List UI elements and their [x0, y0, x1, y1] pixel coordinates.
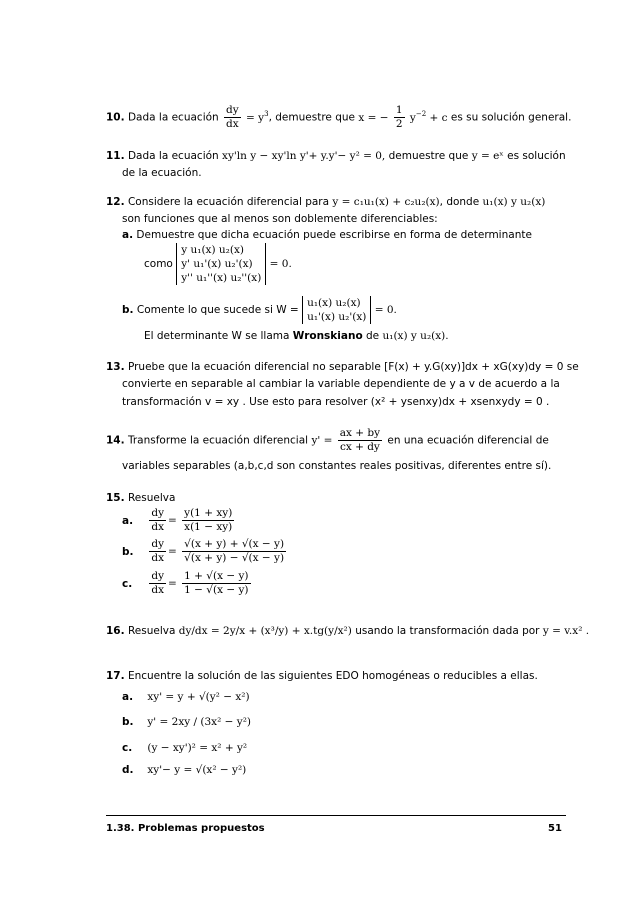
subitem-label: c.	[122, 577, 133, 590]
denominator: cx + dy	[339, 441, 380, 453]
problem-10	[106, 104, 571, 131]
subitem-15a	[122, 507, 236, 534]
problem-text: variables separables (a,b,c,d son constantes reales positivas, diferentes entre sí).	[122, 460, 552, 472]
equation: y' = 2xy / (3x² − y²)	[147, 716, 252, 728]
problem-text: Resuelva	[127, 492, 176, 504]
equation: =	[168, 514, 177, 527]
problem-text: Demuestre que dicha ecuación puede escribirse en forma de determinante	[136, 229, 532, 241]
subitem-17c	[122, 742, 247, 754]
subitem-label: a.	[122, 691, 134, 703]
problem-12	[106, 196, 545, 208]
problem-text: Resuelva	[127, 625, 176, 637]
equation: u₁(x)	[482, 196, 508, 208]
problem-text: Dada la ecuación	[127, 150, 219, 162]
problem-text: transformación v = xy . Use esto para resolver (x² + ysenxy)dx + xsenxydy = 0 .	[122, 396, 550, 408]
determinant-row: y'' u₁''(x) u₂''(x)	[181, 272, 262, 284]
subitem-b	[122, 296, 397, 324]
subitem-label: b.	[122, 304, 134, 316]
determinant-equation	[144, 243, 292, 285]
equation: y' =	[311, 434, 333, 447]
problem-text: , demuestre que	[268, 111, 355, 124]
problem-text: y	[510, 196, 517, 208]
problem-text: Encuentre la solución de las siguientes EDO homogéneas o reducibles a ellas.	[127, 670, 538, 682]
problem-text: El determinante W se llama	[144, 330, 290, 342]
determinant-row: u₁(x) u₂(x)	[307, 297, 361, 309]
subitem-label: b.	[122, 716, 134, 728]
problem-text: de	[366, 330, 380, 342]
problem-text: en una ecuación diferencial de	[387, 434, 549, 447]
problem-number: 12.	[106, 196, 125, 208]
equation: y = c₁u₁(x) + c₂u₂(x)	[332, 196, 440, 208]
wronskian-determinant	[302, 296, 371, 324]
problem-text: Transforme la ecuación diferencial	[127, 434, 309, 447]
problem-13	[106, 361, 579, 373]
subitem-label: c.	[122, 742, 133, 754]
equation: =	[168, 577, 177, 590]
equation: y = v.x² .	[542, 625, 590, 637]
subitem-17d	[122, 764, 246, 776]
equation: (y − xy')² = x² + y²	[147, 742, 248, 754]
fraction	[182, 538, 286, 565]
subitem-label: b.	[122, 545, 134, 558]
equation: = 0.	[374, 304, 397, 316]
subitem-a	[122, 229, 532, 241]
determinant-row: y u₁(x) u₂(x)	[181, 244, 244, 256]
problem-text: demuestre que	[388, 150, 469, 162]
problem-15	[106, 492, 175, 504]
equation: xy'ln y − xy'ln y'+ y.y'− y² = 0,	[222, 150, 386, 162]
problem-16	[106, 625, 589, 637]
problem-text: es solución	[507, 150, 566, 162]
problem-number: 15.	[106, 492, 125, 504]
problem-number: 10.	[106, 111, 125, 124]
derivative: $\frac{dy}{dx}$	[151, 538, 164, 564]
problem-17	[106, 670, 538, 682]
subitem-15c	[122, 570, 253, 597]
problem-number: 14.	[106, 434, 125, 447]
problem-text: , donde	[439, 196, 480, 208]
determinant-row: u₁'(x) u₂'(x)	[307, 311, 367, 323]
equation: =	[168, 545, 177, 558]
problem-text: Comente lo que sucede si W =	[136, 304, 299, 316]
problem-text: son funciones que al menos son doblemente diferenciables:	[122, 213, 438, 225]
equation: = 0.	[269, 258, 292, 270]
problem-text: es su solución general.	[450, 111, 572, 124]
subitem-17a	[122, 691, 250, 703]
fraction	[182, 570, 250, 597]
problem-text: Considere la ecuación diferencial para	[127, 196, 330, 208]
problem-number: 11.	[106, 150, 125, 162]
subitem-label: d.	[122, 764, 134, 776]
problem-number: 16.	[106, 625, 125, 637]
subitem-label: a.	[122, 229, 134, 241]
equation: u₁(x) y u₂(x).	[382, 330, 449, 342]
problem-text: de la ecuación.	[122, 167, 202, 179]
equation: xy'− y = √(x² − y²)	[147, 764, 247, 776]
derivative: $\frac{dy}{dx}$	[151, 507, 164, 533]
solution-equation: y = eˣ	[471, 150, 504, 162]
denominator: x(1 − xy)	[184, 521, 233, 533]
subitem-15b	[122, 538, 288, 565]
bold-term: Wronskiano	[292, 330, 363, 342]
problem-number: 17.	[106, 670, 125, 682]
solution-equation: x = − $\frac{1}{2}$ $y^{-2} + c$	[358, 104, 448, 130]
numerator: √(x + y) + √(x − y)	[184, 538, 285, 550]
fraction	[182, 507, 234, 534]
problem-text: Dada la ecuación	[127, 111, 219, 124]
fraction	[338, 427, 382, 454]
problem-text: usando la transformación dada por	[355, 625, 540, 637]
equation: $\frac{dy}{dx}$	[226, 104, 239, 130]
numerator: ax + by	[339, 427, 381, 439]
equation: xy' = y + √(y² − x²)	[147, 691, 250, 703]
wronskian-note	[144, 330, 449, 342]
problem-text: como	[144, 258, 173, 270]
problem-text: Pruebe que la ecuación diferencial no separable [F(x) + y.G(xy)]dx + xG(xy)dy = 0 se	[127, 361, 579, 373]
footer-section-title: 1.38. Problemas propuestos	[106, 823, 265, 834]
denominator: √(x + y) − √(x − y)	[184, 552, 285, 564]
subitem-17b	[122, 716, 251, 728]
determinant-row: y' u₁'(x) u₂'(x)	[181, 258, 253, 270]
page-number: 51	[548, 823, 562, 834]
subitem-label: a.	[122, 514, 134, 527]
problem-text: convierte en separable al cambiar la variable dependiente de y a v de acuerdo a la	[122, 378, 560, 390]
problem-14	[106, 427, 549, 454]
derivative: $\frac{dy}{dx}$	[151, 570, 164, 596]
problem-11	[106, 150, 566, 162]
equation: dy/dx = 2y/x + (x³/y) + x.tg(y/x²)	[178, 625, 352, 637]
equation: u₂(x)	[520, 196, 546, 208]
denominator: 1 − √(x − y)	[184, 584, 249, 596]
footer-divider	[106, 815, 566, 816]
problem-number: 13.	[106, 361, 125, 373]
numerator: 1 + √(x − y)	[184, 570, 249, 582]
equation: = $y^3$	[246, 109, 269, 124]
determinant	[176, 243, 266, 285]
numerator: y(1 + xy)	[184, 507, 233, 519]
